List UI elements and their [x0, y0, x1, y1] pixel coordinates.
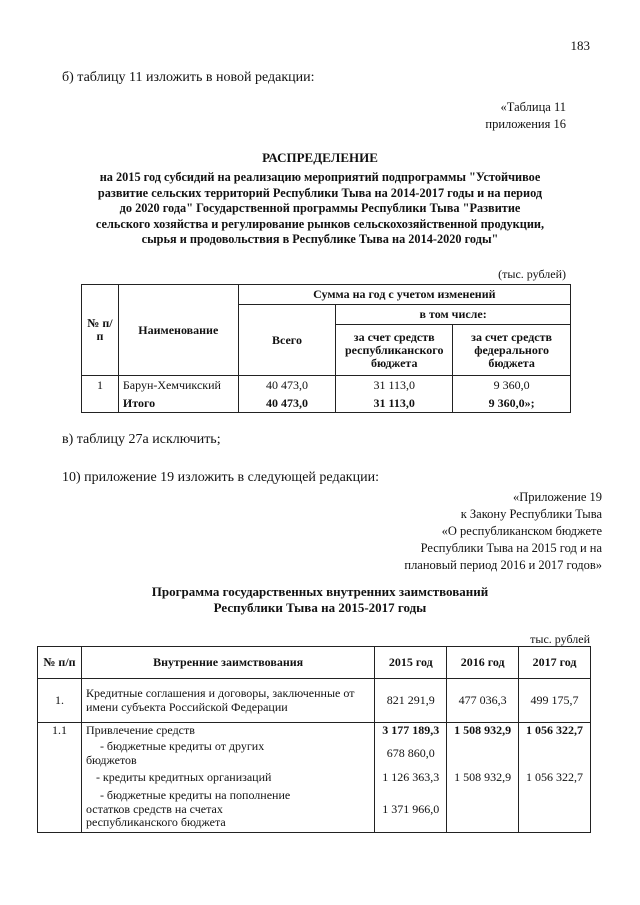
row-federal: 9 360,0»; — [453, 394, 571, 413]
table2-units: тыс. рублей — [530, 632, 590, 646]
row-name-line: - бюджетные кредиты от других — [99, 739, 265, 753]
item-10-text: 10) приложение 19 изложить в следующей редакции: — [62, 470, 379, 485]
row-num: 1. — [38, 679, 82, 723]
row-2017: 1 056 322,7 — [519, 723, 591, 739]
row-2015: 821 291,9 — [375, 679, 447, 723]
program-title-line: Программа государственных внутренних заимствований — [151, 584, 489, 599]
row-num-empty — [38, 769, 82, 787]
subsidy-distribution-table — [81, 284, 571, 413]
row-name: - кредиты кредитных организаций — [81, 769, 374, 787]
page-number: 183 — [570, 38, 590, 53]
subtitle-line: на 2015 год субсидий на реализацию мероприятий подпрограммы "Устойчивое — [99, 170, 541, 184]
row-2016 — [447, 739, 519, 769]
col-header-num: № п/п — [82, 285, 119, 376]
table-row — [38, 787, 591, 833]
row-name: Привлечение средств — [81, 723, 374, 739]
table-row — [38, 769, 591, 787]
table-row — [82, 376, 571, 395]
row-2015: 678 860,0 — [375, 739, 447, 769]
row-2016: 477 036,3 — [447, 679, 519, 723]
table1-units: (тыс. рублей) — [498, 267, 566, 281]
row-num-empty — [38, 739, 82, 769]
subtitle-line: развитие сельских территорий Республики Тыва на 2014-2017 годы и на период — [97, 185, 543, 200]
subtitle-line: сельского хозяйства и регулирование рынков сельскохозяйственной продукции, — [95, 216, 545, 231]
row-name: Итого — [118, 394, 238, 413]
borrowing-program-table — [37, 646, 591, 833]
distribution-heading: РАСПРЕДЕЛЕНИЕ — [262, 150, 378, 165]
appendix-ref-line: «Приложение 19 — [513, 490, 602, 504]
program-title — [80, 584, 560, 616]
row-2015: 1 126 363,3 — [375, 769, 447, 787]
row-total: 40 473,0 — [238, 394, 336, 413]
row-2017: 1 056 322,7 — [519, 769, 591, 787]
appendix-ref-line: к Закону Республики Тыва — [460, 507, 602, 521]
col-header-federal: за счет средств федерального бюджета — [453, 325, 571, 376]
program-title-line: Республики Тыва на 2015-2017 годы — [213, 600, 427, 615]
row-2015: 1 371 966,0 — [375, 787, 447, 833]
row-name: Кредитные соглашения и договоры, заключенные от имени субъекта Российской Федерации — [81, 679, 374, 723]
item-v-text: в) таблицу 27а исключить; — [62, 432, 221, 447]
row-federal: 9 360,0 — [453, 376, 571, 395]
row-num: 1 — [82, 376, 119, 395]
row-2016 — [447, 787, 519, 833]
col-header-2015: 2015 год — [375, 647, 447, 679]
col-header-2016: 2016 год — [447, 647, 519, 679]
distribution-subtitle — [60, 170, 580, 248]
row-name-line: - бюджетные кредиты на пополнение — [99, 788, 291, 802]
col-header-name: Наименование — [118, 285, 238, 376]
col-header-total: Всего — [238, 305, 336, 376]
row-num — [82, 394, 119, 413]
table-row-total — [82, 394, 571, 413]
table-row — [38, 723, 591, 739]
col-header-including: в том числе: — [336, 305, 571, 325]
col-header-sum: Сумма на год с учетом изменений — [238, 285, 570, 305]
row-republican: 31 113,0 — [336, 376, 453, 395]
table11-ref-line: «Таблица 11 — [500, 100, 566, 114]
row-2015: 3 177 189,3 — [375, 723, 447, 739]
row-2017: 499 175,7 — [519, 679, 591, 723]
col-header-borrowings: Внутренние заимствования — [81, 647, 374, 679]
row-total: 40 473,0 — [238, 376, 336, 395]
row-name-line: остатков средств на счетах — [85, 801, 223, 816]
col-header-num: № п/п — [38, 647, 82, 679]
row-republican: 31 113,0 — [336, 394, 453, 413]
row-name-line: бюджетов — [85, 752, 137, 767]
row-2016: 1 508 932,9 — [447, 769, 519, 787]
appendix-ref-line: плановый период 2016 и 2017 годов» — [404, 558, 602, 572]
subtitle-line: до 2020 года" Государственной программы Республики Тыва "Развитие — [119, 201, 521, 215]
table11-ref-line: приложения 16 — [485, 117, 566, 131]
col-header-republican: за счет средств республиканского бюджета — [336, 325, 453, 376]
row-name — [81, 787, 374, 833]
row-name — [81, 739, 374, 769]
subtitle-line: сырья и продовольствия в Республике Тыва на 2014-2020 годы" — [141, 232, 499, 246]
appendix19-reference — [404, 489, 602, 574]
row-2017 — [519, 739, 591, 769]
table11-reference — [485, 99, 566, 133]
row-num: 1.1 — [38, 723, 82, 739]
table-row — [38, 679, 591, 723]
table-row — [38, 739, 591, 769]
row-2016: 1 508 932,9 — [447, 723, 519, 739]
row-num-empty — [38, 787, 82, 833]
item-b-text: б) таблицу 11 изложить в новой редакции: — [62, 70, 315, 85]
col-header-2017: 2017 год — [519, 647, 591, 679]
appendix-ref-line: «О республиканском бюджете — [441, 524, 602, 538]
row-2017 — [519, 787, 591, 833]
row-name-line: республиканского бюджета — [85, 815, 226, 829]
appendix-ref-line: Республики Тыва на 2015 год и на — [420, 541, 602, 555]
row-name: Барун-Хемчикский — [118, 376, 238, 395]
